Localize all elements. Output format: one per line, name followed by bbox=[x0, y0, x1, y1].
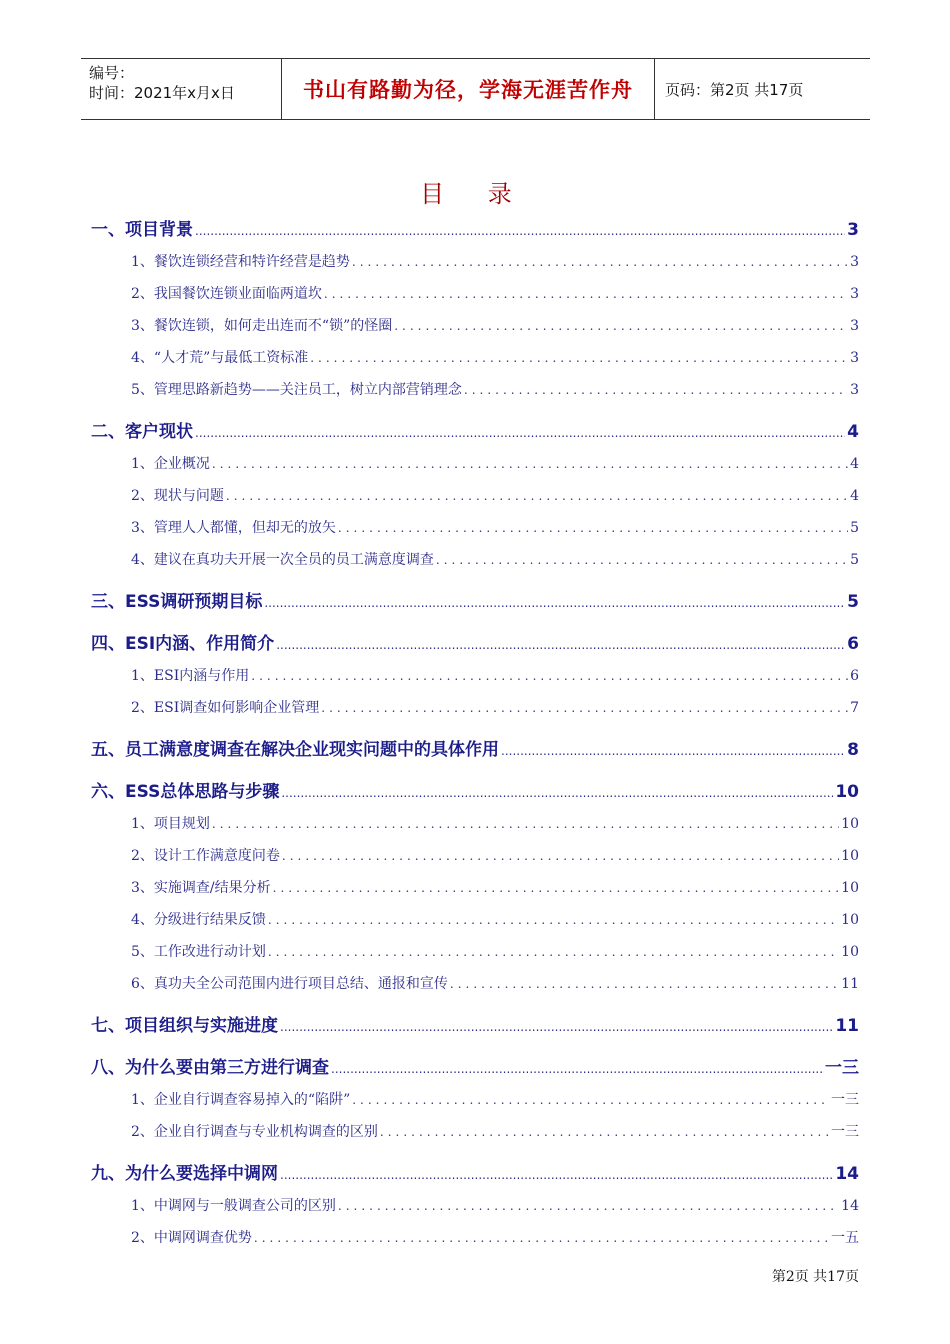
toc-entry-label: 1、中调网与一般调查公司的区别 bbox=[131, 1198, 336, 1214]
doc-number-label: 编号： bbox=[89, 64, 135, 82]
toc-entry-label: 1、ESI内涵与作用 bbox=[131, 668, 250, 684]
toc-subsection[interactable] bbox=[91, 936, 859, 968]
toc-subsection[interactable] bbox=[91, 374, 859, 406]
toc-leader-dots bbox=[280, 1011, 833, 1043]
toc-entry-label: 三、ESS调研预期目标 bbox=[91, 592, 263, 612]
toc-page-number: 5 bbox=[847, 592, 859, 612]
toc-page-number: 7 bbox=[850, 700, 859, 716]
toc-page-number: 4 bbox=[847, 422, 859, 442]
toc-entry-label: 2、现状与问题 bbox=[131, 488, 224, 504]
toc-entry-label: 2、企业自行调查与专业机构调查的区别 bbox=[131, 1124, 378, 1140]
toc-page-number: 3 bbox=[850, 286, 859, 302]
toc-entry-label: 1、企业自行调查容易掉入的“陷阱” bbox=[131, 1092, 351, 1108]
toc-entry-label: 九、为什么要选择中调网 bbox=[91, 1164, 278, 1184]
toc-section[interactable] bbox=[91, 586, 859, 618]
toc-leader-dots bbox=[254, 1222, 829, 1254]
toc-entry-label: 2、中调网调查优势 bbox=[131, 1230, 252, 1246]
toc-page-number: 6 bbox=[847, 634, 859, 654]
toc-page-number: 一五 bbox=[831, 1230, 859, 1246]
toc-subsection[interactable] bbox=[91, 246, 859, 278]
toc-page-number: 一三 bbox=[825, 1058, 859, 1078]
toc-entry-label: 4、分级进行结果反馈 bbox=[131, 912, 266, 928]
toc-leader-dots bbox=[450, 968, 839, 1000]
toc-entry-label: 3、餐饮连锁，如何走出连而不“锁”的怪圈 bbox=[131, 318, 393, 334]
toc-subsection[interactable] bbox=[91, 660, 859, 692]
toc-subsection[interactable] bbox=[91, 278, 859, 310]
toc-leader-dots bbox=[251, 660, 848, 692]
toc-subsection[interactable] bbox=[91, 448, 859, 480]
toc-entry-label: 二、客户现状 bbox=[91, 422, 193, 442]
table-of-contents bbox=[91, 214, 859, 1254]
page-footer: 第2页 共17页 bbox=[771, 1269, 859, 1285]
toc-leader-dots bbox=[310, 342, 848, 374]
toc-section[interactable] bbox=[91, 214, 859, 246]
toc-leader-dots bbox=[501, 735, 845, 767]
toc-leader-dots bbox=[276, 629, 845, 661]
toc-leader-dots bbox=[394, 310, 848, 342]
toc-subsection[interactable] bbox=[91, 1116, 859, 1148]
toc-entry-label: 八、为什么要由第三方进行调查 bbox=[91, 1058, 329, 1078]
toc-section[interactable] bbox=[91, 734, 859, 766]
toc-page-number: 11 bbox=[841, 976, 859, 992]
toc-page-number: 10 bbox=[841, 816, 859, 832]
toc-subsection[interactable] bbox=[91, 1084, 859, 1116]
toc-entry-label: 七、项目组织与实施进度 bbox=[91, 1016, 278, 1036]
toc-subsection[interactable] bbox=[91, 544, 859, 576]
toc-leader-dots bbox=[268, 936, 839, 968]
header-motto: 书山有路勤为径，学海无涯苦作舟 bbox=[282, 59, 655, 119]
document-header bbox=[81, 58, 870, 120]
toc-leader-dots bbox=[195, 417, 845, 449]
toc-subsection[interactable] bbox=[91, 342, 859, 374]
toc-entry-label: 一、项目背景 bbox=[91, 220, 193, 240]
toc-entry-label: 六、ESS总体思路与步骤 bbox=[91, 782, 280, 802]
toc-leader-dots bbox=[281, 777, 833, 809]
toc-subsection[interactable] bbox=[91, 1222, 859, 1254]
toc-title: 目 录 bbox=[420, 180, 530, 208]
toc-entry-label: 3、管理人人都懂，但却无的放矢 bbox=[131, 520, 336, 536]
toc-subsection[interactable] bbox=[91, 840, 859, 872]
toc-page-number: 11 bbox=[835, 1016, 859, 1036]
toc-section[interactable] bbox=[91, 1052, 859, 1084]
toc-leader-dots bbox=[324, 278, 848, 310]
header-meta bbox=[81, 59, 282, 119]
toc-leader-dots bbox=[212, 448, 848, 480]
toc-page-number: 10 bbox=[841, 880, 859, 896]
toc-subsection[interactable] bbox=[91, 512, 859, 544]
toc-page-number: 10 bbox=[841, 848, 859, 864]
toc-section[interactable] bbox=[91, 776, 859, 808]
toc-section[interactable] bbox=[91, 1010, 859, 1042]
toc-subsection[interactable] bbox=[91, 872, 859, 904]
toc-leader-dots bbox=[264, 587, 845, 619]
toc-page-number: 3 bbox=[850, 382, 859, 398]
toc-page-number: 3 bbox=[850, 254, 859, 270]
toc-leader-dots bbox=[464, 374, 848, 406]
toc-entry-label: 6、真功夫全公司范围内进行项目总结、通报和宣传 bbox=[131, 976, 448, 992]
toc-leader-dots bbox=[352, 1084, 829, 1116]
toc-leader-dots bbox=[268, 904, 839, 936]
toc-leader-dots bbox=[280, 1159, 833, 1191]
toc-page-number: 3 bbox=[850, 350, 859, 366]
toc-leader-dots bbox=[338, 512, 848, 544]
toc-subsection[interactable] bbox=[91, 692, 859, 724]
toc-page-number: 3 bbox=[847, 220, 859, 240]
toc-leader-dots bbox=[282, 840, 839, 872]
toc-entry-label: 5、管理思路新趋势——关注员工，树立内部营销理念 bbox=[131, 382, 462, 398]
doc-time-label: 时间：2021年x月x日 bbox=[89, 84, 235, 102]
toc-page-number: 6 bbox=[850, 668, 859, 684]
toc-section[interactable] bbox=[91, 416, 859, 448]
toc-section[interactable] bbox=[91, 628, 859, 660]
toc-entry-label: 2、ESI调查如何影响企业管理 bbox=[131, 700, 320, 716]
toc-leader-dots bbox=[273, 872, 840, 904]
toc-section[interactable] bbox=[91, 1158, 859, 1190]
toc-leader-dots bbox=[331, 1053, 823, 1085]
toc-page-number: 10 bbox=[835, 782, 859, 802]
toc-leader-dots bbox=[226, 480, 848, 512]
toc-subsection[interactable] bbox=[91, 1190, 859, 1222]
toc-page-number: 14 bbox=[835, 1164, 859, 1184]
toc-subsection[interactable] bbox=[91, 310, 859, 342]
toc-subsection[interactable] bbox=[91, 808, 859, 840]
toc-page-number: 5 bbox=[850, 552, 859, 568]
toc-leader-dots bbox=[321, 692, 848, 724]
toc-entry-label: 1、企业概况 bbox=[131, 456, 210, 472]
toc-entry-label: 3、实施调查/结果分析 bbox=[131, 880, 271, 896]
toc-entry-label: 四、ESI内涵、作用简介 bbox=[91, 634, 275, 654]
toc-subsection[interactable] bbox=[91, 968, 859, 1000]
toc-page-number: 4 bbox=[850, 488, 859, 504]
toc-page-number: 一三 bbox=[831, 1092, 859, 1108]
toc-entry-label: 5、工作改进行动计划 bbox=[131, 944, 266, 960]
toc-entry-label: 1、项目规划 bbox=[131, 816, 210, 832]
toc-leader-dots bbox=[436, 544, 848, 576]
toc-leader-dots bbox=[352, 246, 848, 278]
toc-page-number: 10 bbox=[841, 944, 859, 960]
toc-page-number: 3 bbox=[850, 318, 859, 334]
toc-page-number: 4 bbox=[850, 456, 859, 472]
toc-entry-label: 1、餐饮连锁经营和特许经营是趋势 bbox=[131, 254, 350, 270]
toc-entry-label: 2、设计工作满意度问卷 bbox=[131, 848, 280, 864]
toc-subsection[interactable] bbox=[91, 480, 859, 512]
toc-subsection[interactable] bbox=[91, 904, 859, 936]
toc-leader-dots bbox=[212, 808, 839, 840]
toc-entry-label: 2、我国餐饮连锁业面临两道坎 bbox=[131, 286, 322, 302]
toc-entry-label: 4、建议在真功夫开展一次全员的员工满意度调查 bbox=[131, 552, 434, 568]
header-page-info: 页码：第2页 共17页 bbox=[665, 80, 804, 99]
toc-entry-label: 4、“人才荒”与最低工资标准 bbox=[131, 350, 309, 366]
toc-page-number: 一三 bbox=[831, 1124, 859, 1140]
toc-entry-label: 五、员工满意度调查在解决企业现实问题中的具体作用 bbox=[91, 740, 499, 760]
toc-leader-dots bbox=[195, 215, 845, 247]
toc-leader-dots bbox=[338, 1190, 839, 1222]
toc-page-number: 14 bbox=[841, 1198, 859, 1214]
toc-page-number: 5 bbox=[850, 520, 859, 536]
toc-page-number: 10 bbox=[841, 912, 859, 928]
toc-page-number: 8 bbox=[847, 740, 859, 760]
toc-leader-dots bbox=[380, 1116, 829, 1148]
